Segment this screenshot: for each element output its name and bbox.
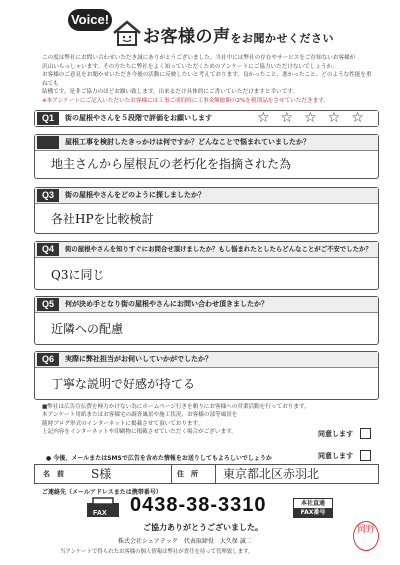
house-icon [112, 20, 142, 46]
question-2 [34, 134, 379, 179]
voice-badge: Voice! [68, 9, 112, 31]
question-badge: Q3 [37, 189, 59, 202]
question-text: 街の屋根やさんをどのように探しましたか？ [65, 191, 205, 199]
sms-agree-label: 同意します [318, 452, 353, 460]
agree-checkbox[interactable] [360, 428, 371, 439]
question-badge: Q1 [37, 112, 59, 125]
question-text: 街の屋根やさんを知りすぐにお問合せ頂けましたか？もし悩まれたとしたらどんなことがご不安でしたか？ [65, 245, 372, 253]
sms-question: ● 今後、メールまたはSMSで広告を含めた情報をお送りしてもよろしいでしょうか [46, 455, 272, 462]
intro-text: この度は弊社にお問い合わせいただき誠にありがとうございました。当社中には弊社の存在やサービスをご存知ないお客様が 沢山いらっしゃいます。その方たちに弊社をよく知っていただくためのアンケートにご協力いただけないでしょうか。 お客様のご意見をお聞かせいただき今後の活動に反映したいと考えております。良かったこと、悪かったこと、どのような性能を重ねても 結構です。是非ご協力のほどお願い致します。出来るだけ具体的にご書いていただけますと幸いです。 ※本アンケートにご記入いただいたお客様には工事ご成約時に工事金額総額の2%を税別品をさせていただきます。 [42, 55, 372, 104]
fax-icon-label: FAX [93, 510, 107, 517]
title-small: をお聞かせください [230, 32, 334, 45]
rating-stars[interactable]: ☆☆☆☆☆ [257, 110, 375, 126]
fax-number: 0438-38-3310 [130, 494, 267, 516]
sms-agree-checkbox[interactable] [360, 450, 371, 461]
answer-text: Q3に同じ [51, 268, 105, 282]
question-text: 屋根工事を検討したきっかけは何ですか？どんなことで悩まれていましたか？ [65, 138, 310, 146]
question-6 [34, 351, 379, 400]
question-5 [34, 296, 379, 345]
company-text: 株式会社シェアテック 代表取締役 大久保 誠二 [118, 538, 252, 545]
question-badge: Q6 [37, 353, 59, 366]
question-badge: Q5 [37, 298, 59, 311]
thanks-text: ご協力ありがとうございました。 [143, 523, 263, 532]
answer-text: 丁寧な説明で好感が持てる [51, 377, 196, 391]
privacy-note: ■弊社は広告宣伝費を極力かけない為にホームページ行きを頼りにお客様への営業活動を行っております。 本アンケート用紙またはお客様宅の調査風景や施工状況、お客様の部等風景を 随時ブログ形式のインターネットに掲載させて頂いております。 上記内容をインターネットや印刷物に掲載させていただく場合がございます。 [42, 404, 310, 436]
question-text: 実際に弊社担当がお伺いしていかがでしたか？ [65, 355, 212, 363]
title-main: お客様の声 [143, 27, 231, 47]
question-4 [34, 241, 379, 290]
footer-text: 当アンケートで得られたお客様の個人情報は弊社が責任を持って管理致します。 [60, 549, 254, 555]
question-3 [34, 187, 379, 234]
question-text: 街の屋根やさんを５段階で評価をお願いします [65, 114, 212, 122]
agree-label: 同意します [318, 430, 353, 438]
name-label: 名 前 [43, 470, 64, 478]
address-value: 東京都北区赤羽北 [223, 467, 320, 481]
question-1 [34, 110, 379, 127]
answer-text: 地主さんから屋根瓦の老朽化を指摘された為 [51, 157, 292, 171]
question-text: 何が決め手となり街の屋根やさんにお問い合わせ頂きましたか？ [65, 300, 268, 308]
address-label: 住 所 [177, 470, 198, 478]
answer-text: 各社HPを比較検討 [51, 212, 154, 226]
contact-label: ご連絡先（メールアドレスまたは携帯番号） [42, 489, 162, 496]
question-badge: Q4 [37, 243, 59, 256]
fax-badge: 本社直通 FAX番号 [293, 498, 333, 518]
question-badge [37, 136, 59, 149]
page-title [143, 22, 334, 47]
name-value: S様 [91, 467, 112, 481]
customer-info-row [34, 464, 379, 484]
seal-stamp: 岡野 [353, 521, 379, 551]
answer-text: 近隣への配慮 [51, 322, 124, 336]
